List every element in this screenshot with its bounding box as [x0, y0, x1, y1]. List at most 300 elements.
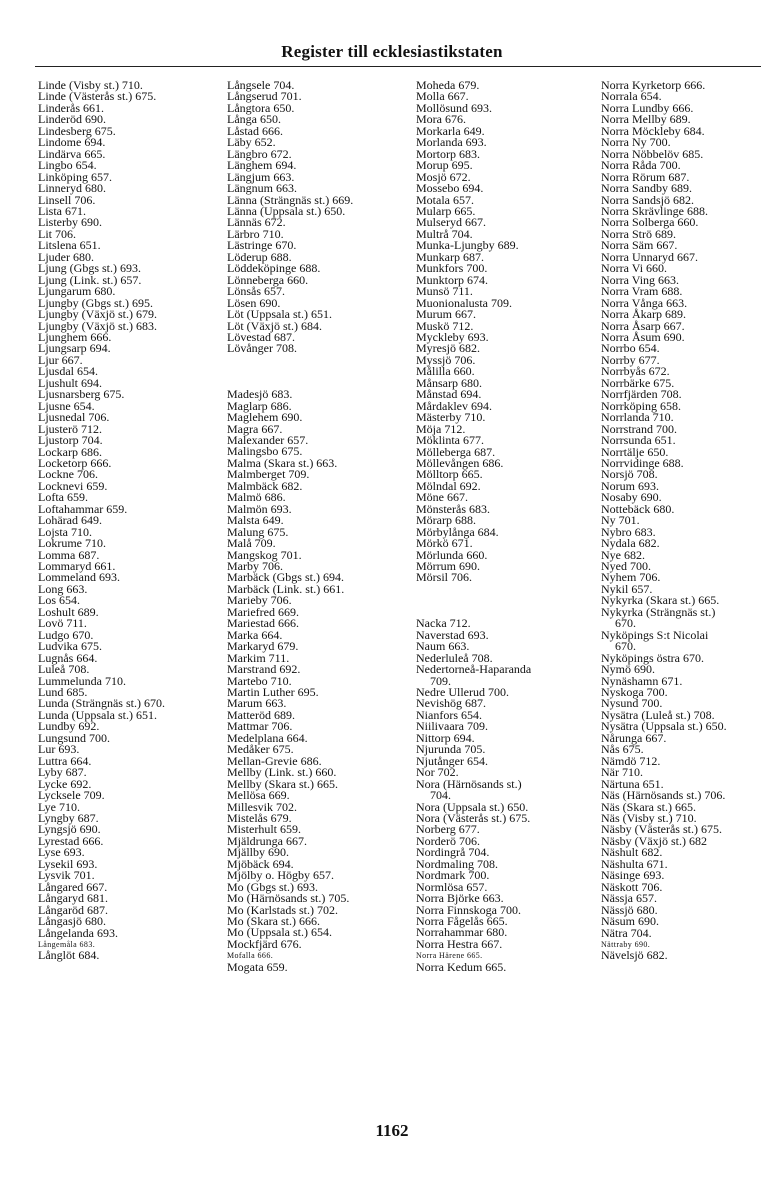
index-entry: Mörsil 706.	[416, 570, 473, 585]
index-entry: Ljusterö 712.	[38, 421, 102, 436]
index-entry: Långaryd 681.	[38, 891, 108, 906]
index-entry: Listerby 690.	[38, 215, 102, 230]
index-entry: Mölltorp 665.	[416, 467, 483, 482]
index-entry: Mulseryd 667.	[416, 215, 486, 230]
index-entry: Näsum 690.	[601, 914, 659, 929]
index-entry: Norra Ving 663.	[601, 272, 680, 287]
index-entry: Norra Sandby 689.	[601, 181, 692, 196]
index-entry: Lunda (Strängnäs st.) 670.	[38, 696, 165, 711]
index-entry: Löddeköpinge 688.	[227, 261, 321, 276]
index-entry: Norum 693.	[601, 478, 659, 493]
index-entry: Lycksele 709.	[38, 788, 105, 803]
index-entry: Låstad 666.	[227, 123, 283, 138]
index-entry: Nässja 657.	[601, 891, 657, 906]
index-entry: Linde (Västerås st.) 675.	[38, 89, 157, 104]
index-entry: Nykil 657.	[601, 581, 653, 596]
index-entry: Morup 695.	[416, 158, 473, 173]
index-entry: Norrbärke 675.	[601, 375, 675, 390]
index-entry: Löderup 688.	[227, 249, 292, 264]
index-entry: Linderås 661.	[38, 100, 104, 115]
index-entry: Los 654.	[38, 593, 80, 608]
index-entry: Norrbyås 672.	[601, 364, 670, 379]
index-entry: Möja 712.	[416, 421, 466, 436]
index-entry: Marstrand 692.	[227, 662, 301, 677]
index-entry: Ljung (Link. st.) 657.	[38, 272, 142, 287]
index-entry: Lista 671.	[38, 203, 86, 218]
index-entry: Långasjö 680.	[38, 914, 106, 929]
index-entry: Njutånger 654.	[416, 753, 488, 768]
index-entry: Norra Åsum 690.	[601, 329, 685, 344]
index-entry: Norrbo 654.	[601, 341, 660, 356]
index-entry: Längjum 663.	[227, 169, 295, 184]
index-entry: Norra Åkarp 689.	[601, 307, 686, 322]
index-entry: Nosaby 690.	[601, 490, 662, 505]
index-entry: Nedre Ullerud 700.	[416, 684, 509, 699]
index-entry: Mollösund 693.	[416, 100, 493, 115]
index-entry: Norra Vram 688.	[601, 284, 683, 299]
index-entry: Näshult 682.	[601, 845, 663, 860]
index-entry: Mellby (Link. st.) 660.	[227, 765, 337, 780]
index-entry: Mariefred 669.	[227, 604, 299, 619]
index-entry: Norra Råda 700.	[601, 158, 681, 173]
index-entry: Månstad 694.	[416, 387, 482, 402]
index-entry: Ljur 667.	[38, 352, 83, 367]
index-entry: Nye 682.	[601, 547, 645, 562]
index-entry: Ljungarum 680.	[38, 284, 116, 299]
index-entry: Näs (Skara st.) 665.	[601, 799, 696, 814]
index-entry: Norra Möckleby 684.	[601, 123, 705, 138]
index-entry: Mariestad 666.	[227, 616, 299, 631]
index-entry: Lyrestad 666.	[38, 833, 104, 848]
index-entry: Mogata 659.	[227, 959, 288, 974]
index-entry: Näsby (Västerås st.) 675.	[601, 822, 722, 837]
index-entry: Långemåla 683.	[38, 939, 96, 949]
index-entry: Norrlanda 710.	[601, 410, 674, 425]
index-entry: Martin Luther 695.	[227, 684, 319, 699]
index-column-1	[38, 80, 165, 962]
index-entry: Näshulta 671.	[601, 856, 668, 871]
index-entry: Luttra 664.	[38, 753, 92, 768]
index-entry: Lugnås 664.	[38, 650, 98, 665]
index-entry: Nordingrå 704.	[416, 845, 490, 860]
index-entry: Närtuna 651.	[601, 776, 664, 791]
index-entry: Malma (Skara st.) 663.	[227, 455, 338, 470]
index-entry: Lästringe 670.	[227, 238, 297, 253]
section-gap	[416, 584, 531, 595]
index-entry: Loftahammar 659.	[38, 501, 128, 516]
index-entry: Long 663.	[38, 581, 88, 596]
index-entry: Myresjö 682.	[416, 341, 480, 356]
index-entry: Möne 667.	[416, 490, 468, 505]
index-entry: Lindome 694.	[38, 135, 106, 150]
index-entry: Nyköpings S:t Nicolai	[601, 627, 709, 642]
index-entry: Mörbylånga 684.	[416, 524, 499, 539]
index-entry: Munka-Ljungby 689.	[416, 238, 519, 253]
index-entry: Näsby (Växjö st.) 682	[601, 833, 707, 848]
index-entry: Nianfors 654.	[416, 707, 482, 722]
index-entry: Lockarp 686.	[38, 444, 102, 459]
index-entry: Nås 675.	[601, 742, 644, 757]
index-entry: Nämdö 712.	[601, 753, 661, 768]
index-entry: Nottebäck 680.	[601, 501, 675, 516]
index-entry: Malmön 693.	[227, 501, 292, 516]
index-entry: Millesvik 702.	[227, 799, 298, 814]
index-entry: Länna (Uppsala st.) 650.	[227, 203, 346, 218]
index-entry: Morlanda 693.	[416, 135, 487, 150]
index-entry: Mo (Skara st.) 666.	[227, 914, 320, 929]
index-entry: Norra Härene 665.	[416, 951, 483, 961]
index-entry: Lund 685.	[38, 685, 88, 700]
index-entry: Nävelsjö 682.	[601, 948, 668, 963]
index-entry: Lärbro 710.	[227, 226, 284, 241]
index-entry: Norra Strö 689.	[601, 226, 676, 241]
index-entry: Medelplana 664.	[227, 730, 308, 745]
header-rule	[35, 66, 761, 67]
index-entry: Marieby 706.	[227, 593, 292, 608]
index-entry: Nacka 712.	[416, 616, 471, 631]
index-entry: Lönneberga 660.	[227, 272, 309, 287]
index-entry: Lyse 693.	[38, 845, 85, 860]
index-entry: Munsö 711.	[416, 284, 473, 299]
index-entry: Norra Sandsjö 682.	[601, 192, 694, 207]
index-entry: Längbro 672.	[227, 146, 292, 161]
index-entry: Mjäldrunga 667.	[227, 833, 307, 848]
index-entry: 704.	[430, 788, 451, 803]
index-entry: Maglarp 686.	[227, 398, 292, 413]
index-entry: Mellan-Grevie 686.	[227, 753, 322, 768]
index-entry: Lomma 687.	[38, 547, 100, 562]
index-entry: Möllevången 686.	[416, 455, 504, 470]
index-entry: Mossebo 694.	[416, 181, 484, 196]
index-entry: Nyhem 706.	[601, 570, 661, 585]
index-entry: Norra Lundby 666.	[601, 100, 694, 115]
index-entry: Malsta 649.	[227, 513, 284, 528]
index-entry: Malingsbo 675.	[227, 444, 303, 459]
index-entry: Nordmaling 708.	[416, 856, 498, 871]
index-entry: Norrköping 658.	[601, 398, 681, 413]
index-entry: Norra Säm 667.	[601, 238, 678, 253]
index-entry: Lommaryd 661.	[38, 559, 116, 574]
index-entry: Norsjö 708.	[601, 467, 658, 482]
index-entry: Nybro 683.	[601, 524, 656, 539]
index-entry: Mjöbäck 694.	[227, 856, 294, 871]
index-entry: Löt (Växjö st.) 684.	[227, 318, 322, 333]
index-entry: Norrala 654.	[601, 89, 662, 104]
index-entry: Marbäck (Gbgs st.) 694.	[227, 570, 344, 585]
index-entry: Ludgo 670.	[38, 627, 94, 642]
index-entry: Nyed 700.	[601, 559, 651, 574]
index-entry: Lit 706.	[38, 226, 76, 241]
index-entry: Norrby 677.	[601, 352, 660, 367]
index-entry: Medåker 675.	[227, 742, 294, 757]
index-entry: Nyköpings östra 670.	[601, 650, 704, 665]
index-entry: Murum 667.	[416, 307, 476, 322]
index-entry: Nykyrka (Strängnäs st.)	[601, 604, 716, 619]
index-entry: Lingbo 654.	[38, 158, 97, 173]
index-entry: Linde (Visby st.) 710.	[38, 78, 143, 92]
index-entry: Mattmar 706.	[227, 719, 293, 734]
index-entry: Norra Åsarp 667.	[601, 318, 685, 333]
index-entry: 709.	[430, 673, 451, 688]
index-entry: Njurunda 705.	[416, 742, 486, 757]
section-gap	[227, 355, 353, 366]
index-entry: Månsarp 680.	[416, 375, 482, 390]
index-entry: Mästerby 710.	[416, 410, 486, 425]
index-entry: Norra Björke 663.	[416, 891, 504, 906]
index-entry: Mularp 665.	[416, 203, 476, 218]
index-column-3	[416, 80, 531, 973]
index-entry: Naum 663.	[416, 639, 470, 654]
index-entry: Långlöt 684.	[38, 948, 100, 963]
index-entry: Norrstrand 700.	[601, 421, 677, 436]
index-entry: Motala 657.	[416, 192, 474, 207]
index-entry: Misterhult 659.	[227, 822, 301, 837]
index-entry: Lommeland 693.	[38, 570, 120, 585]
index-entry: Långaröd 687.	[38, 902, 108, 917]
index-entry: Lyngby 687.	[38, 811, 99, 825]
index-entry: Norra Unnaryd 667.	[601, 249, 698, 264]
index-column-4	[601, 80, 727, 962]
index-entry: Norra Kyrketorp 666.	[601, 78, 706, 92]
index-entry: Lummelunda 710.	[38, 673, 126, 688]
index-entry: 670.	[615, 639, 636, 654]
index-entry: Norra Vånga 663.	[601, 295, 688, 310]
index-entry: Nässjö 680.	[601, 902, 658, 917]
index-entry: Mo (Karlstads st.) 702.	[227, 902, 338, 917]
index-entry: Nysätra (Luleå st.) 708.	[601, 707, 715, 722]
index-entry: Lövånger 708.	[227, 341, 297, 356]
index-entry: Lindesberg 675.	[38, 123, 116, 138]
index-entry: Längnum 663.	[227, 181, 297, 196]
index-entry: Mo (Uppsala st.) 654.	[227, 925, 332, 940]
page-title: Register till ecklesiastikstaten	[281, 42, 503, 61]
index-entry: Muonionalusta 709.	[416, 295, 512, 310]
index-entry: Norberg 677.	[416, 822, 480, 837]
index-entry: Linneryd 680.	[38, 181, 106, 196]
index-entry: Normlösa 657.	[416, 879, 488, 894]
index-entry: Mölleberga 687.	[416, 444, 496, 459]
index-entry: Lokrume 710.	[38, 536, 106, 551]
index-entry: Norra Fågelås 665.	[416, 914, 508, 929]
index-entry: Nordmark 700.	[416, 868, 490, 883]
index-entry: Ljungby (Växjö st.) 679.	[38, 307, 157, 322]
index-entry: Nydala 682.	[601, 536, 660, 551]
index-entry: Mangskog 701.	[227, 547, 302, 562]
index-entry: Lye 710.	[38, 799, 80, 814]
index-entry: Malmö 686.	[227, 490, 286, 505]
index-entry: Ljusne 654.	[38, 398, 95, 413]
index-entry: Löt (Uppsala st.) 651.	[227, 307, 332, 322]
index-entry: Norderö 706.	[416, 833, 480, 848]
index-entry: Madesjö 683.	[227, 387, 293, 402]
index-entry: Lyngsjö 690.	[38, 822, 101, 837]
index-entry: Nevishög 687.	[416, 696, 486, 711]
index-entry: Mörkö 671.	[416, 536, 473, 551]
index-entry: Naverstad 693.	[416, 627, 489, 642]
index-entry: Lundby 692.	[38, 719, 100, 734]
index-entry: Länghem 694.	[227, 158, 297, 173]
index-entry: Nora (Uppsala st.) 650.	[416, 799, 529, 814]
index-entry: 670.	[615, 616, 636, 631]
index-entry: Lycke 692.	[38, 776, 92, 791]
index-entry: Mörrum 690.	[416, 559, 480, 574]
index-entry: Ljungsarp 694.	[38, 341, 111, 356]
index-entry: Nysund 700.	[601, 696, 663, 711]
index-entry: Ljung (Gbgs st.) 693.	[38, 261, 141, 276]
index-entry: Näskott 706.	[601, 879, 663, 894]
index-entry: Ljusdal 654.	[38, 364, 98, 379]
index-entry: Nätra 704.	[601, 925, 652, 940]
index-entry: Ljusnarsberg 675.	[38, 387, 125, 402]
index-entry: Lovö 711.	[38, 616, 87, 631]
index-entry: Luleå 708.	[38, 662, 90, 677]
section-gap	[416, 595, 531, 606]
index-entry: Ljushult 694.	[38, 375, 103, 390]
index-entry: Näs (Visby st.) 710.	[601, 811, 697, 825]
index-entry: Lojsta 710.	[38, 524, 92, 539]
index-entry: Målilla 660.	[416, 364, 475, 379]
index-entry: Litslena 651.	[38, 238, 101, 253]
index-entry: Lövestad 687.	[227, 329, 295, 344]
index-entry: Lunda (Uppsala st.) 651.	[38, 707, 157, 722]
index-entry: Ljungby (Gbgs st.) 695.	[38, 295, 153, 310]
index-entry: Nynäshamn 671.	[601, 673, 683, 688]
index-entry: Ljustorp 704.	[38, 433, 103, 448]
index-entry: Ludvika 675.	[38, 639, 102, 654]
index-entry: Ljungby (Växjö st.) 683.	[38, 318, 157, 333]
index-entry: Lur 693.	[38, 742, 80, 757]
index-entry: Norra Skrävlinge 688.	[601, 203, 708, 218]
index-entry: Nedertorneå-Haparanda	[416, 662, 532, 677]
index-entry: Nykyrka (Skara st.) 665.	[601, 593, 720, 608]
index-entry: Marka 664.	[227, 627, 283, 642]
index-entry: Marbäck (Link. st.) 661.	[227, 581, 345, 596]
index-entry: Magra 667.	[227, 421, 283, 436]
index-entry: Niilivaara 709.	[416, 719, 488, 734]
index-entry: Långa 650.	[227, 112, 281, 127]
index-entry: Lofta 659.	[38, 490, 88, 505]
index-entry: Norrtälje 650.	[601, 444, 669, 459]
index-entry: Lockne 706.	[38, 467, 98, 482]
index-entry: Markaryd 679.	[227, 639, 299, 654]
index-entry: Martebo 710.	[227, 673, 292, 688]
page-number: 1162	[375, 1121, 409, 1140]
index-entry: Lönsås 657.	[227, 284, 285, 299]
index-entry: Moheda 679.	[416, 78, 480, 92]
index-entry: Locketorp 666.	[38, 455, 112, 470]
index-entry: Norra Solberga 660.	[601, 215, 699, 230]
index-entry: Molla 667.	[416, 89, 469, 104]
index-entry: Lösen 690.	[227, 295, 281, 310]
index-entry: Nårunga 667.	[601, 730, 667, 745]
index-entry: Långserud 701.	[227, 89, 302, 104]
index-entry: Norra Vi 660.	[601, 261, 668, 276]
index-entry: Nymö 690.	[601, 662, 655, 677]
index-entry: Norra Finnskoga 700.	[416, 902, 521, 917]
index-entry: Lännäs 672.	[227, 215, 286, 230]
index-entry: Möklinta 677.	[416, 433, 484, 448]
index-entry: Maglehem 690.	[227, 410, 303, 425]
index-entry: Lysekil 693.	[38, 856, 98, 871]
index-entry: Myssjö 706.	[416, 352, 476, 367]
index-entry: Muskö 712.	[416, 318, 474, 333]
index-entry: Mistelås 679.	[227, 810, 292, 825]
index-entry: Nor 702.	[416, 765, 459, 780]
index-entry: Matteröd 689.	[227, 707, 295, 722]
index-entry: Mölndal 692.	[416, 478, 481, 493]
index-entry: Mofalla 666.	[227, 951, 274, 961]
index-entry: Nederluleå 708.	[416, 650, 493, 665]
index-entry: Ljuder 680.	[38, 249, 94, 264]
index-entry: Multrå 704.	[416, 226, 473, 241]
index-entry: Malå 709.	[227, 536, 276, 551]
index-entry: Marum 663.	[227, 696, 287, 711]
index-entry: Mo (Gbgs st.) 693.	[227, 879, 319, 894]
index-entry: Norra Mellby 689.	[601, 112, 691, 127]
index-entry: Långtora 650.	[227, 100, 295, 115]
section-gap	[227, 366, 353, 377]
index-entry: Mora 676.	[416, 112, 466, 127]
index-entry: Locknevi 659.	[38, 478, 108, 493]
index-entry: När 710.	[601, 765, 643, 780]
index-entry: Långelanda 693.	[38, 925, 118, 940]
index-entry: Mörlunda 660.	[416, 547, 488, 562]
index-entry: Nora (Västerås st.) 675.	[416, 810, 531, 825]
index-entry: Malmbäck 682.	[227, 478, 303, 493]
index-entry: Linsell 706.	[38, 192, 96, 207]
index-entry: Nysätra (Uppsala st.) 650.	[601, 719, 727, 734]
index-entry: Norrvidinge 688.	[601, 455, 684, 470]
index-entry: Norrfjärden 708.	[601, 387, 682, 402]
index-entry: Nittorp 694.	[416, 730, 475, 745]
index-entry: Munkarp 687.	[416, 249, 484, 264]
index-entry: Malexander 657.	[227, 433, 309, 447]
index-entry: Mönsterås 683.	[416, 501, 490, 516]
index-entry: Morkarla 649.	[416, 123, 485, 138]
index-entry: Norra Kedum 665.	[416, 959, 507, 974]
index-entry: Mellösa 669.	[227, 788, 290, 803]
index-entry: Mo (Härnösands st.) 705.	[227, 891, 350, 906]
index-entry: Marby 706.	[227, 558, 283, 573]
index-entry: Mjölby o. Högby 657.	[227, 868, 335, 883]
index-entry: Loshult 689.	[38, 604, 99, 619]
index-entry: Norra Ny 700.	[601, 135, 671, 150]
index-entry: Norrsunda 651.	[601, 433, 676, 448]
index-entry: Norra Nöbbelöv 685.	[601, 146, 704, 161]
index-entry: Långared 667.	[38, 879, 108, 894]
index-entry: Mårdaklev 694.	[416, 398, 492, 413]
index-entry: Munktorp 674.	[416, 272, 488, 287]
index-entry: Lyby 687.	[38, 765, 87, 780]
index-entry: Markim 711.	[227, 650, 290, 665]
index-entry: Mosjö 672.	[416, 169, 471, 184]
index-entry: Ljusnedal 706.	[38, 410, 110, 425]
index-entry: Mjällby 690.	[227, 845, 289, 860]
index-entry: Läby 652.	[227, 135, 276, 150]
index-entry: Malmberget 709.	[227, 467, 310, 482]
index-entry: Mortorp 683.	[416, 146, 480, 161]
index-entry: Munkfors 700.	[416, 261, 488, 276]
index-entry: Mellby (Skara st.) 665.	[227, 776, 338, 791]
index-entry: Nättraby 690.	[601, 939, 651, 949]
index-entry: Nora (Härnösands st.)	[416, 776, 522, 791]
index-entry: Lohärad 649.	[38, 513, 102, 528]
index-entry: Myckleby 693.	[416, 329, 489, 344]
index-column-2	[227, 80, 353, 973]
index-entry: Ny 701.	[601, 513, 640, 528]
index-entry: Norra Rörum 687.	[601, 169, 690, 184]
index-entry: Långsele 704.	[227, 78, 295, 92]
